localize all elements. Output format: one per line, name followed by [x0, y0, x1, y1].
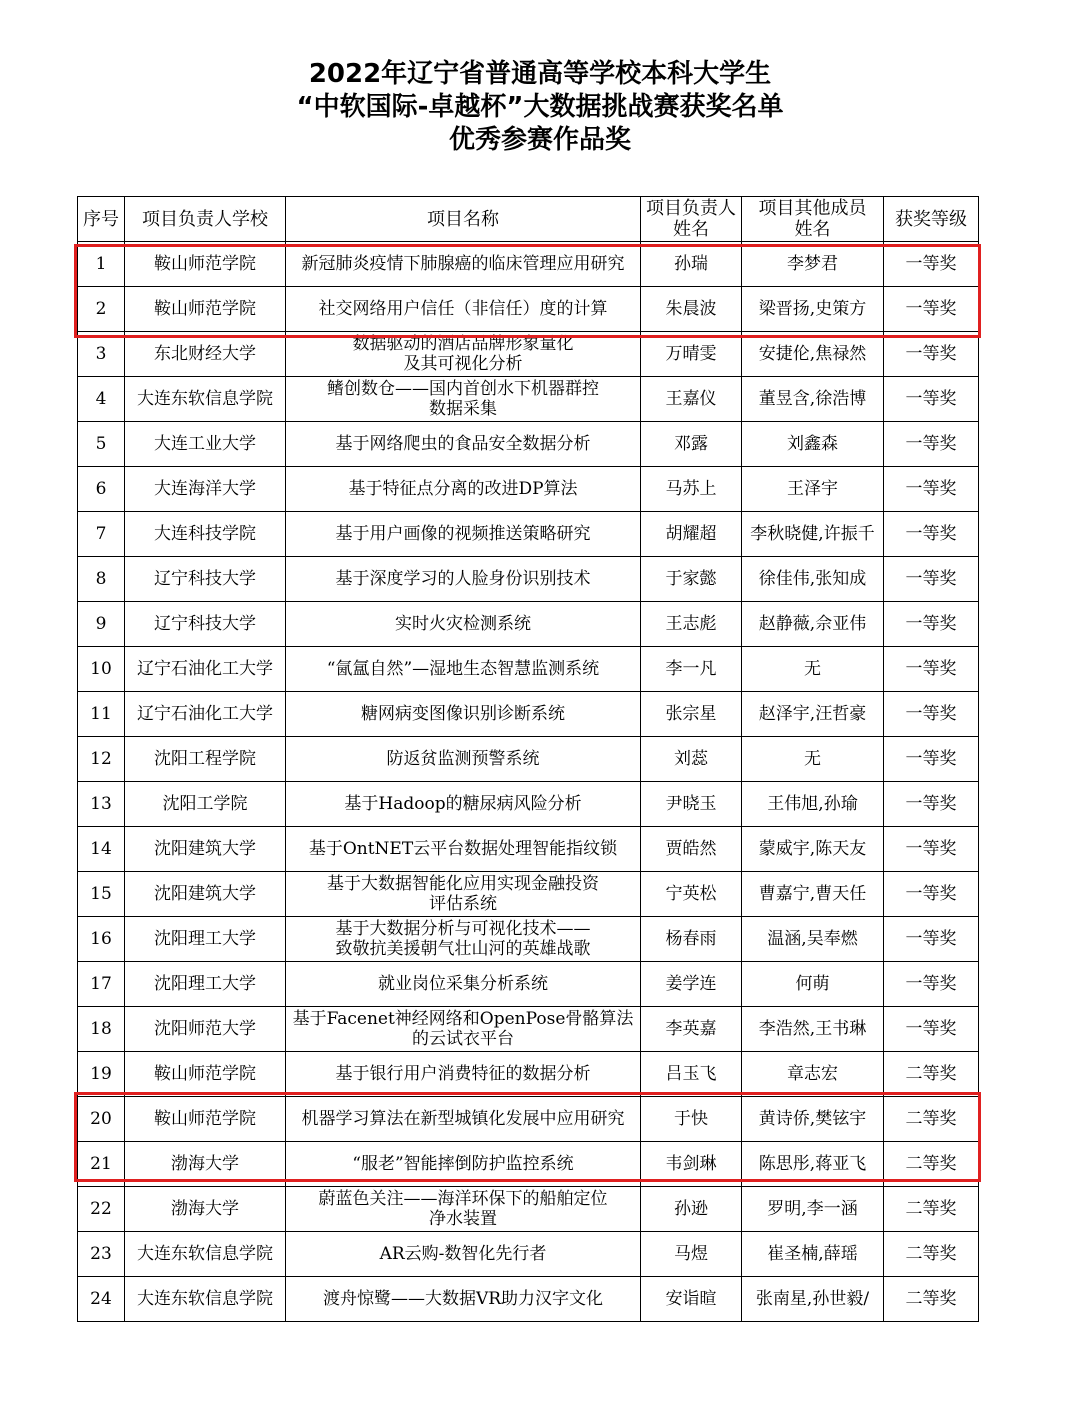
cell-members: 张南星,孙世毅/: [742, 1277, 884, 1322]
cell-project: [286, 1052, 641, 1097]
cell-seq: 16: [78, 917, 125, 962]
table-row: [78, 1142, 979, 1187]
table-row: [78, 737, 979, 782]
cell-leader: 王嘉仪: [641, 377, 742, 422]
table-body: [78, 242, 979, 1322]
cell-seq: 3: [78, 332, 125, 377]
table-row: [78, 782, 979, 827]
cell-members: 温涵,吴奉燃: [742, 917, 884, 962]
cell-leader: 孙逊: [641, 1187, 742, 1232]
project-line: 数据采集: [429, 399, 497, 419]
project-line: 基于用户画像的视频推送策略研究: [335, 524, 591, 544]
cell-seq: 20: [78, 1097, 125, 1142]
cell-project: [286, 1232, 641, 1277]
project-line: 基于特征点分离的改进DP算法: [348, 479, 578, 499]
cell-seq: 7: [78, 512, 125, 557]
table-row: [78, 917, 979, 962]
cell-leader: 万晴雯: [641, 332, 742, 377]
title-line-1: 2022年辽宁省普通高等学校本科大学生: [308, 59, 772, 89]
cell-award: 一等奖: [884, 422, 979, 467]
project-line: 致敬抗美援朝气壮山河的英雄战歌: [335, 939, 591, 959]
project-line: 的云试衣平台: [412, 1029, 514, 1049]
table-row: [78, 1232, 979, 1277]
header-leader: [641, 197, 742, 242]
cell-school: 东北财经大学: [125, 332, 286, 377]
cell-leader: 李一凡: [641, 647, 742, 692]
table-row: [78, 692, 979, 737]
cell-leader: 孙瑞: [641, 242, 742, 287]
cell-award: 一等奖: [884, 242, 979, 287]
cell-school: 大连工业大学: [125, 422, 286, 467]
project-line: 基于银行用户消费特征的数据分析: [335, 1064, 591, 1084]
cell-award: 一等奖: [884, 917, 979, 962]
cell-award: 一等奖: [884, 872, 979, 917]
cell-leader: 邓露: [641, 422, 742, 467]
cell-members: 无: [742, 647, 884, 692]
cell-leader: 尹晓玉: [641, 782, 742, 827]
cell-project: [286, 1187, 641, 1232]
project-line: 鳍创数仓——国内首创水下机器群控: [327, 379, 599, 399]
cell-school: 辽宁石油化工大学: [125, 692, 286, 737]
cell-school: 大连东软信息学院: [125, 1232, 286, 1277]
table-row: [78, 242, 979, 287]
project-line: 基于深度学习的人脸身份识别技术: [335, 569, 591, 589]
cell-school: 沈阳工程学院: [125, 737, 286, 782]
table-row: [78, 1097, 979, 1142]
cell-members: 刘鑫森: [742, 422, 884, 467]
project-line: 蔚蓝色关注——海洋环保下的船舶定位: [318, 1189, 608, 1209]
table-row: [78, 557, 979, 602]
cell-project: [286, 917, 641, 962]
cell-school: 沈阳理工大学: [125, 917, 286, 962]
cell-award: 一等奖: [884, 782, 979, 827]
cell-project: [286, 242, 641, 287]
cell-award: 一等奖: [884, 512, 979, 557]
cell-project: [286, 602, 641, 647]
cell-project: [286, 872, 641, 917]
cell-seq: 8: [78, 557, 125, 602]
title-line-2: “中软国际-卓越杯”大数据挑战赛获奖名单: [296, 92, 784, 122]
cell-award: 一等奖: [884, 287, 979, 332]
cell-members: 崔圣楠,薛瑶: [742, 1232, 884, 1277]
cell-award: 一等奖: [884, 1007, 979, 1052]
cell-project: [286, 962, 641, 1007]
table-row: [78, 1007, 979, 1052]
cell-seq: 23: [78, 1232, 125, 1277]
cell-school: 渤海大学: [125, 1142, 286, 1187]
cell-project: [286, 557, 641, 602]
cell-award: 二等奖: [884, 1187, 979, 1232]
header-school: 项目负责人学校: [125, 197, 286, 242]
table-row: [78, 647, 979, 692]
cell-members: 章志宏: [742, 1052, 884, 1097]
cell-seq: 5: [78, 422, 125, 467]
cell-leader: 马煜: [641, 1232, 742, 1277]
cell-school: 大连东软信息学院: [125, 1277, 286, 1322]
cell-project: [286, 1277, 641, 1322]
cell-school: 鞍山师范学院: [125, 1097, 286, 1142]
cell-members: 安捷伦,焦禄然: [742, 332, 884, 377]
table-row: [78, 602, 979, 647]
project-line: “服老”智能摔倒防护监控系统: [352, 1154, 574, 1174]
project-line: 就业岗位采集分析系统: [378, 974, 548, 994]
cell-seq: 2: [78, 287, 125, 332]
cell-seq: 13: [78, 782, 125, 827]
cell-school: 沈阳理工大学: [125, 962, 286, 1007]
project-line: 防返贫监测预警系统: [386, 749, 540, 769]
project-line: 实时火灾检测系统: [395, 614, 531, 634]
cell-award: 二等奖: [884, 1277, 979, 1322]
cell-project: [286, 512, 641, 557]
cell-school: 沈阳师范大学: [125, 1007, 286, 1052]
project-line: 基于Facenet神经网络和OpenPose骨骼算法: [292, 1009, 634, 1029]
cell-project: [286, 377, 641, 422]
cell-project: [286, 287, 641, 332]
cell-school: 大连海洋大学: [125, 467, 286, 512]
table-row: [78, 332, 979, 377]
cell-seq: 12: [78, 737, 125, 782]
cell-school: 辽宁科技大学: [125, 557, 286, 602]
cell-members: 王伟旭,孙瑜: [742, 782, 884, 827]
project-line: 社交网络用户信任（非信任）度的计算: [318, 299, 608, 319]
cell-seq: 15: [78, 872, 125, 917]
cell-members: 无: [742, 737, 884, 782]
cell-award: 一等奖: [884, 692, 979, 737]
project-line: 基于网络爬虫的食品安全数据分析: [335, 434, 591, 454]
document-title: [0, 58, 1080, 157]
cell-members: 黄诗侨,樊铉宇: [742, 1097, 884, 1142]
cell-seq: 9: [78, 602, 125, 647]
cell-project: [286, 647, 641, 692]
header-seq: 序号: [78, 197, 125, 242]
header-members: [742, 197, 884, 242]
cell-seq: 24: [78, 1277, 125, 1322]
cell-members: 罗明,李一涵: [742, 1187, 884, 1232]
cell-school: 鞍山师范学院: [125, 287, 286, 332]
cell-school: 辽宁科技大学: [125, 602, 286, 647]
cell-members: 董昱含,徐浩博: [742, 377, 884, 422]
cell-award: 一等奖: [884, 647, 979, 692]
cell-leader: 刘蕊: [641, 737, 742, 782]
project-line: 糖网病变图像识别诊断系统: [361, 704, 565, 724]
table-row: [78, 422, 979, 467]
cell-project: [286, 1097, 641, 1142]
cell-leader: 马苏上: [641, 467, 742, 512]
table-row: [78, 467, 979, 512]
header-leader-line2: 姓名: [673, 219, 709, 240]
cell-award: 二等奖: [884, 1142, 979, 1187]
project-line: AR云购-数智化先行者: [379, 1244, 547, 1264]
cell-members: 何萌: [742, 962, 884, 1007]
cell-members: 徐佳伟,张知成: [742, 557, 884, 602]
cell-school: 沈阳建筑大学: [125, 827, 286, 872]
cell-award: 一等奖: [884, 602, 979, 647]
cell-seq: 19: [78, 1052, 125, 1097]
cell-project: [286, 1007, 641, 1052]
cell-project: [286, 692, 641, 737]
cell-members: 蒙威宇,陈天友: [742, 827, 884, 872]
cell-award: 二等奖: [884, 1097, 979, 1142]
cell-leader: 于快: [641, 1097, 742, 1142]
cell-seq: 6: [78, 467, 125, 512]
cell-leader: 宁英松: [641, 872, 742, 917]
cell-school: 沈阳工学院: [125, 782, 286, 827]
header-members-line2: 姓名: [794, 219, 831, 240]
cell-leader: 王志彪: [641, 602, 742, 647]
cell-seq: 18: [78, 1007, 125, 1052]
cell-members: 王泽宇: [742, 467, 884, 512]
cell-seq: 11: [78, 692, 125, 737]
cell-project: [286, 782, 641, 827]
project-line: 新冠肺炎疫情下肺腺癌的临床管理应用研究: [301, 254, 625, 274]
project-line: 基于OntNET云平台数据处理智能指纹锁: [308, 839, 618, 859]
cell-seq: 1: [78, 242, 125, 287]
cell-members: 李秋晓健,许振千: [742, 512, 884, 557]
header-members-line1: 项目其他成员: [758, 198, 867, 219]
cell-school: 渤海大学: [125, 1187, 286, 1232]
cell-award: 二等奖: [884, 1052, 979, 1097]
cell-school: 沈阳建筑大学: [125, 872, 286, 917]
cell-seq: 10: [78, 647, 125, 692]
table-row: [78, 1277, 979, 1322]
cell-award: 一等奖: [884, 467, 979, 512]
header-project: 项目名称: [286, 197, 641, 242]
cell-project: [286, 737, 641, 782]
cell-school: 大连科技学院: [125, 512, 286, 557]
project-line: 基于大数据分析与可视化技术——: [335, 919, 591, 939]
cell-award: 二等奖: [884, 1232, 979, 1277]
cell-project: [286, 332, 641, 377]
table-row: [78, 287, 979, 332]
table-row: [78, 512, 979, 557]
table-row: [78, 377, 979, 422]
table-header-row: [78, 197, 979, 242]
project-line: 渡舟惊鹭——大数据VR助力汉字文化: [322, 1289, 604, 1309]
cell-leader: 于家懿: [641, 557, 742, 602]
header-leader-line1: 项目负责人: [646, 198, 736, 219]
cell-members: 陈思彤,蒋亚飞: [742, 1142, 884, 1187]
cell-project: [286, 1142, 641, 1187]
cell-award: 一等奖: [884, 737, 979, 782]
cell-award: 一等奖: [884, 377, 979, 422]
cell-members: 李梦君: [742, 242, 884, 287]
cell-leader: 吕玉飞: [641, 1052, 742, 1097]
cell-seq: 17: [78, 962, 125, 1007]
project-line: 机器学习算法在新型城镇化发展中应用研究: [301, 1109, 625, 1129]
cell-members: 赵泽宇,汪哲豪: [742, 692, 884, 737]
project-line: 数据驱动的酒店品牌形象量化: [352, 334, 574, 354]
cell-school: 大连东软信息学院: [125, 377, 286, 422]
cell-school: 辽宁石油化工大学: [125, 647, 286, 692]
cell-project: [286, 422, 641, 467]
header-award: 获奖等级: [884, 197, 979, 242]
cell-members: 李浩然,王书琳: [742, 1007, 884, 1052]
cell-award: 一等奖: [884, 332, 979, 377]
cell-project: [286, 467, 641, 512]
cell-leader: 姜学连: [641, 962, 742, 1007]
project-line: 评估系统: [429, 894, 497, 914]
cell-leader: 杨春雨: [641, 917, 742, 962]
cell-leader: 安诣暄: [641, 1277, 742, 1322]
project-line: “氤氲自然”—湿地生态智慧监测系统: [326, 659, 600, 679]
table-row: [78, 1187, 979, 1232]
cell-school: 鞍山师范学院: [125, 242, 286, 287]
table-row: [78, 962, 979, 1007]
cell-leader: 朱晨波: [641, 287, 742, 332]
project-line: 基于Hadoop的糖尿病风险分析: [344, 794, 582, 814]
cell-leader: 胡耀超: [641, 512, 742, 557]
cell-seq: 21: [78, 1142, 125, 1187]
project-line: 净水装置: [429, 1209, 497, 1229]
cell-leader: 韦剑琳: [641, 1142, 742, 1187]
table-row: [78, 872, 979, 917]
cell-leader: 李英嘉: [641, 1007, 742, 1052]
cell-award: 一等奖: [884, 827, 979, 872]
cell-seq: 4: [78, 377, 125, 422]
cell-school: 鞍山师范学院: [125, 1052, 286, 1097]
table-row: [78, 1052, 979, 1097]
project-line: 基于大数据智能化应用实现金融投资: [327, 874, 599, 894]
cell-members: 赵静薇,佘亚伟: [742, 602, 884, 647]
cell-leader: 张宗星: [641, 692, 742, 737]
cell-members: 梁晋扬,史策方: [742, 287, 884, 332]
table-row: [78, 827, 979, 872]
project-line: 及其可视化分析: [403, 354, 523, 374]
cell-seq: 14: [78, 827, 125, 872]
cell-seq: 22: [78, 1187, 125, 1232]
cell-project: [286, 827, 641, 872]
awards-table: [77, 196, 979, 1322]
cell-leader: 贾皓然: [641, 827, 742, 872]
title-line-3: 优秀参赛作品奖: [448, 125, 631, 155]
cell-award: 一等奖: [884, 962, 979, 1007]
cell-award: 一等奖: [884, 557, 979, 602]
cell-members: 曹嘉宁,曹天任: [742, 872, 884, 917]
